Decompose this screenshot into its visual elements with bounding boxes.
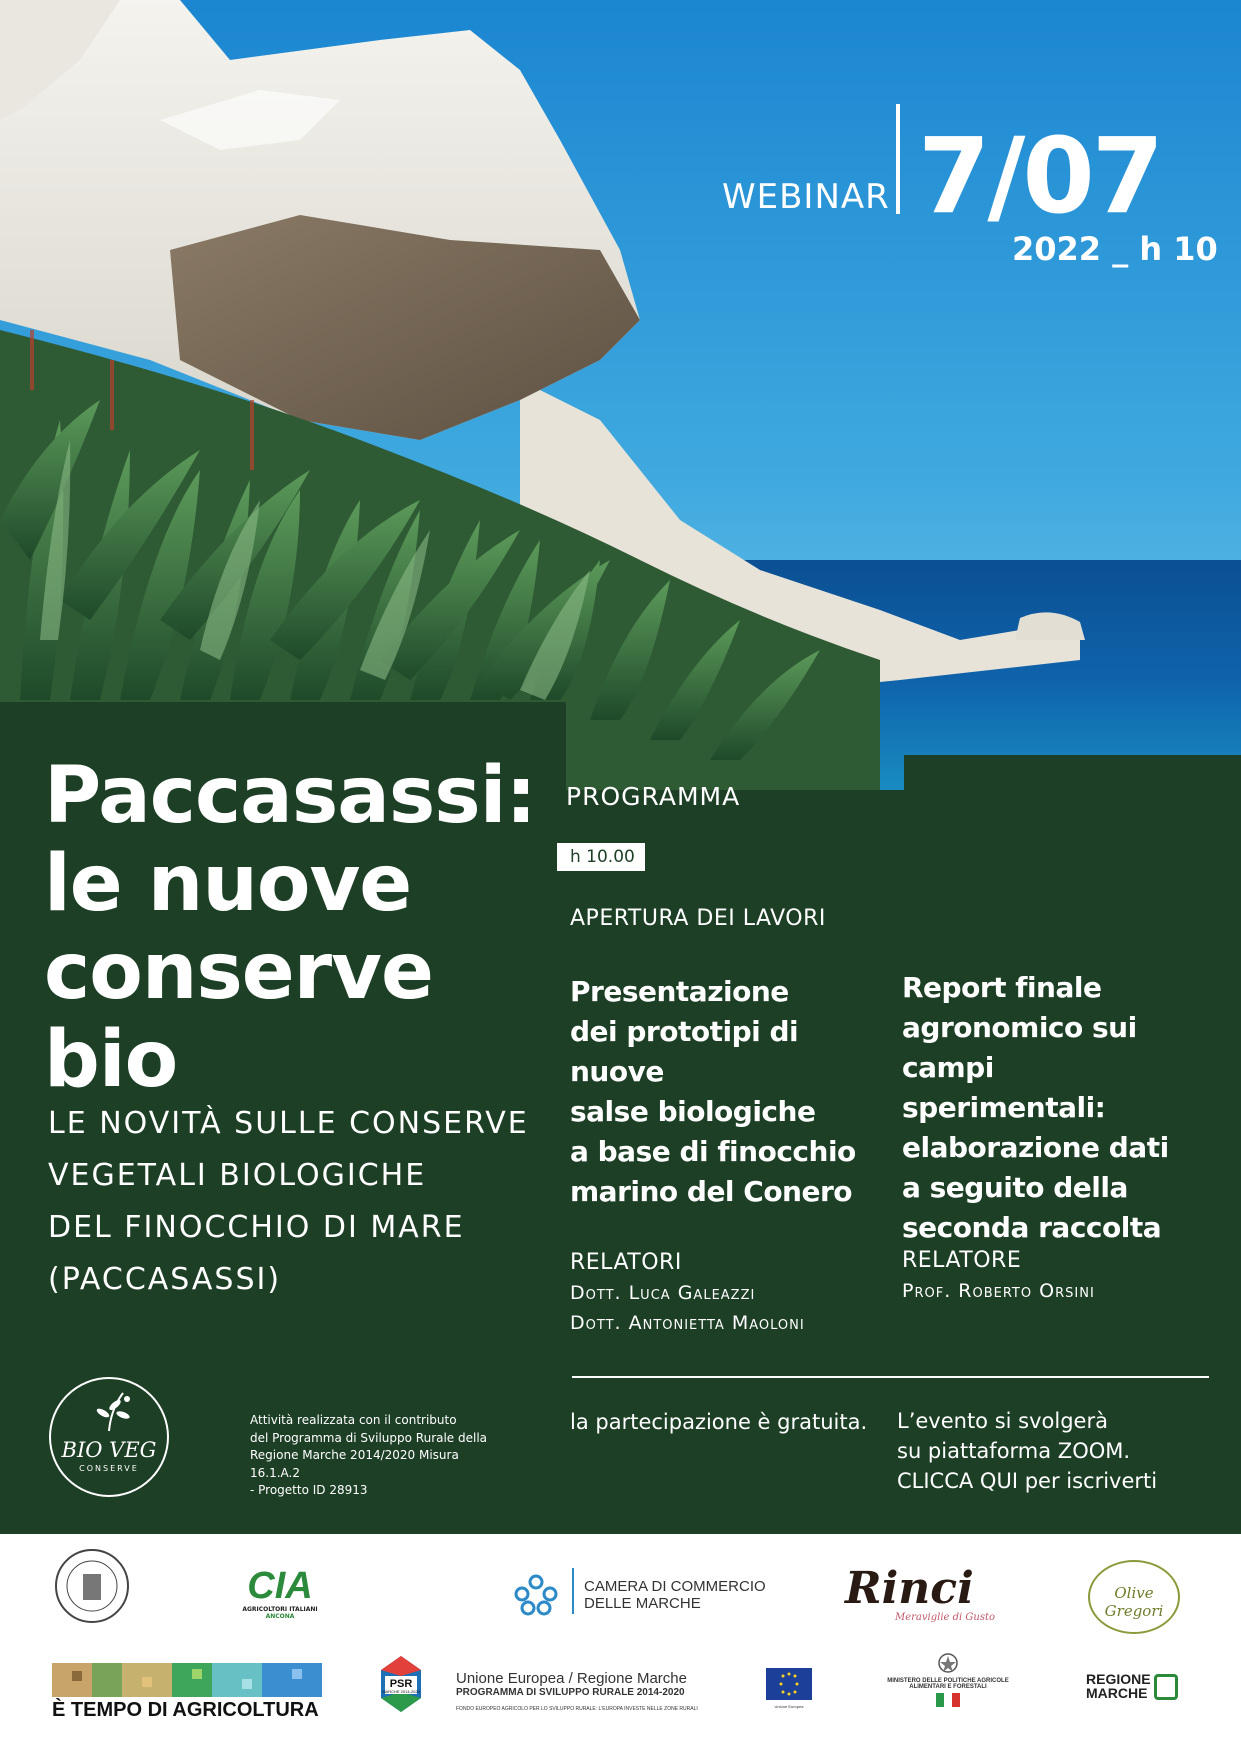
- title-line: le nuove: [44, 839, 412, 929]
- eu-flag-icon: [766, 1668, 812, 1700]
- register-link[interactable]: CLICCA QUI per iscriverti: [897, 1469, 1158, 1493]
- zoom-info: [897, 1406, 1157, 1496]
- talk-line: Report finale: [902, 971, 1102, 1004]
- regione-marche-icon: [1154, 1674, 1178, 1700]
- talk-line: a seguito della: [902, 1171, 1128, 1204]
- talk-line: a base di finocchio: [570, 1135, 856, 1168]
- credit-line: del Programma di Sviluppo Rurale della: [250, 1430, 488, 1445]
- emblem-icon: [936, 1652, 960, 1674]
- zoom-line: L’evento si svolgerà: [897, 1409, 1108, 1433]
- talk-title-1: [570, 972, 880, 1212]
- regione-marche-logo: REGIONE MARCHE: [1086, 1671, 1151, 1701]
- talk-line: Presentazione: [570, 975, 789, 1008]
- subtitle-line: DEL FINOCCHIO DI MARE: [48, 1210, 465, 1245]
- eu-flag-logo: Unione Europea: [766, 1668, 812, 1708]
- talk-line: elaborazione dati: [902, 1131, 1169, 1164]
- ministero-logo: MINISTERO DELLE POLITICHE AGRICOLE ALIMENTARI E FORESTALI: [868, 1652, 1028, 1722]
- divider: [572, 1376, 1209, 1378]
- talk-line: salse biologiche: [570, 1095, 816, 1128]
- olive-branch-icon: [51, 1379, 167, 1495]
- date-divider: [896, 104, 900, 214]
- bioveg-logo-sub: CONSERVE: [79, 1464, 139, 1473]
- opening-label: APERTURA DEI LAVORI: [570, 906, 826, 931]
- svg-text:PSR: PSR: [389, 1678, 413, 1690]
- bioveg-logo: [49, 1377, 169, 1497]
- subtitle-line: (PACCASASSI): [48, 1262, 282, 1297]
- speakers-label-1: RELATORI: [570, 1250, 682, 1275]
- subtitle: [48, 1098, 548, 1306]
- agricoltura-logo: È TEMPO DI AGRICOLTURA: [52, 1699, 319, 1721]
- talk-line: seconda raccolta: [902, 1211, 1162, 1244]
- funding-credit: [250, 1412, 490, 1500]
- ue-regione-logo: Unione Europea / Regione Marche PROGRAMMA DI SVILUPPO RURALE 2014-2020 FONDO EUROPEO AGRICOLO PER LO SVILUPPO RURALE: L'EUROPA INVESTE NELLE ZONE RURALI: [456, 1670, 698, 1712]
- talk-line: marino del Conero: [570, 1175, 853, 1208]
- talk-line: sperimentali:: [902, 1091, 1106, 1124]
- speaker-name: Prof. Roberto Orsini: [902, 1280, 1095, 1302]
- event-date: 7/07: [918, 115, 1162, 237]
- camera-divider: [572, 1568, 574, 1614]
- credit-line: Attività realizzata con il contributo: [250, 1413, 457, 1427]
- speaker-name: Dott. Antonietta Maoloni: [570, 1312, 805, 1334]
- camera-commercio-icon: [508, 1570, 568, 1620]
- svg-text:MARCHE 2014-2020: MARCHE 2014-2020: [382, 1689, 420, 1694]
- cia-logo: CIA AGRICOLTORI ITALIANI ANCONA: [242, 1565, 318, 1620]
- agricoltura-mosaic: [52, 1663, 322, 1697]
- speaker-name: Dott. Luca Galeazzi: [570, 1282, 756, 1304]
- speakers-label-2: RELATORE: [902, 1248, 1022, 1273]
- camera-commercio-logo: CAMERA DI COMMERCIO DELLE MARCHE: [584, 1578, 766, 1612]
- event-year-time: 2022 _ h 10: [1012, 230, 1218, 268]
- italian-flag-icon: [936, 1693, 960, 1707]
- bioveg-logo-text: BIO VEG: [61, 1438, 157, 1462]
- talk-line: dei prototipi di nuove: [570, 1015, 799, 1088]
- psr-logo: [376, 1654, 426, 1714]
- rinci-logo: Rinci Meraviglie di Gusto: [845, 1563, 995, 1623]
- free-participation-note: la partecipazione è gratuita.: [570, 1410, 868, 1434]
- hour-badge: h 10.00: [557, 843, 645, 871]
- page-title: [44, 752, 544, 1104]
- subtitle-line: VEGETALI BIOLOGICHE: [48, 1158, 427, 1193]
- title-line: Paccasassi:: [44, 751, 536, 841]
- subtitle-line: LE NOVITÀ SULLE CONSERVE: [48, 1106, 529, 1141]
- green-panel-strip: [904, 755, 1241, 795]
- credit-line: - Progetto ID 28913: [250, 1483, 368, 1497]
- talk-title-2: [902, 968, 1232, 1248]
- credit-line: Regione Marche 2014/2020 Misura 16.1.A.2: [250, 1448, 459, 1480]
- zoom-line: su piattaforma ZOOM.: [897, 1439, 1131, 1463]
- olive-gregori-logo: Olive Gregori: [1088, 1560, 1180, 1634]
- talk-line: agronomico sui campi: [902, 1011, 1137, 1084]
- webinar-label: WEBINAR: [722, 177, 890, 217]
- title-line: conserve bio: [44, 927, 433, 1105]
- univpm-logo: [54, 1548, 130, 1624]
- programma-label: PROGRAMMA: [566, 782, 741, 811]
